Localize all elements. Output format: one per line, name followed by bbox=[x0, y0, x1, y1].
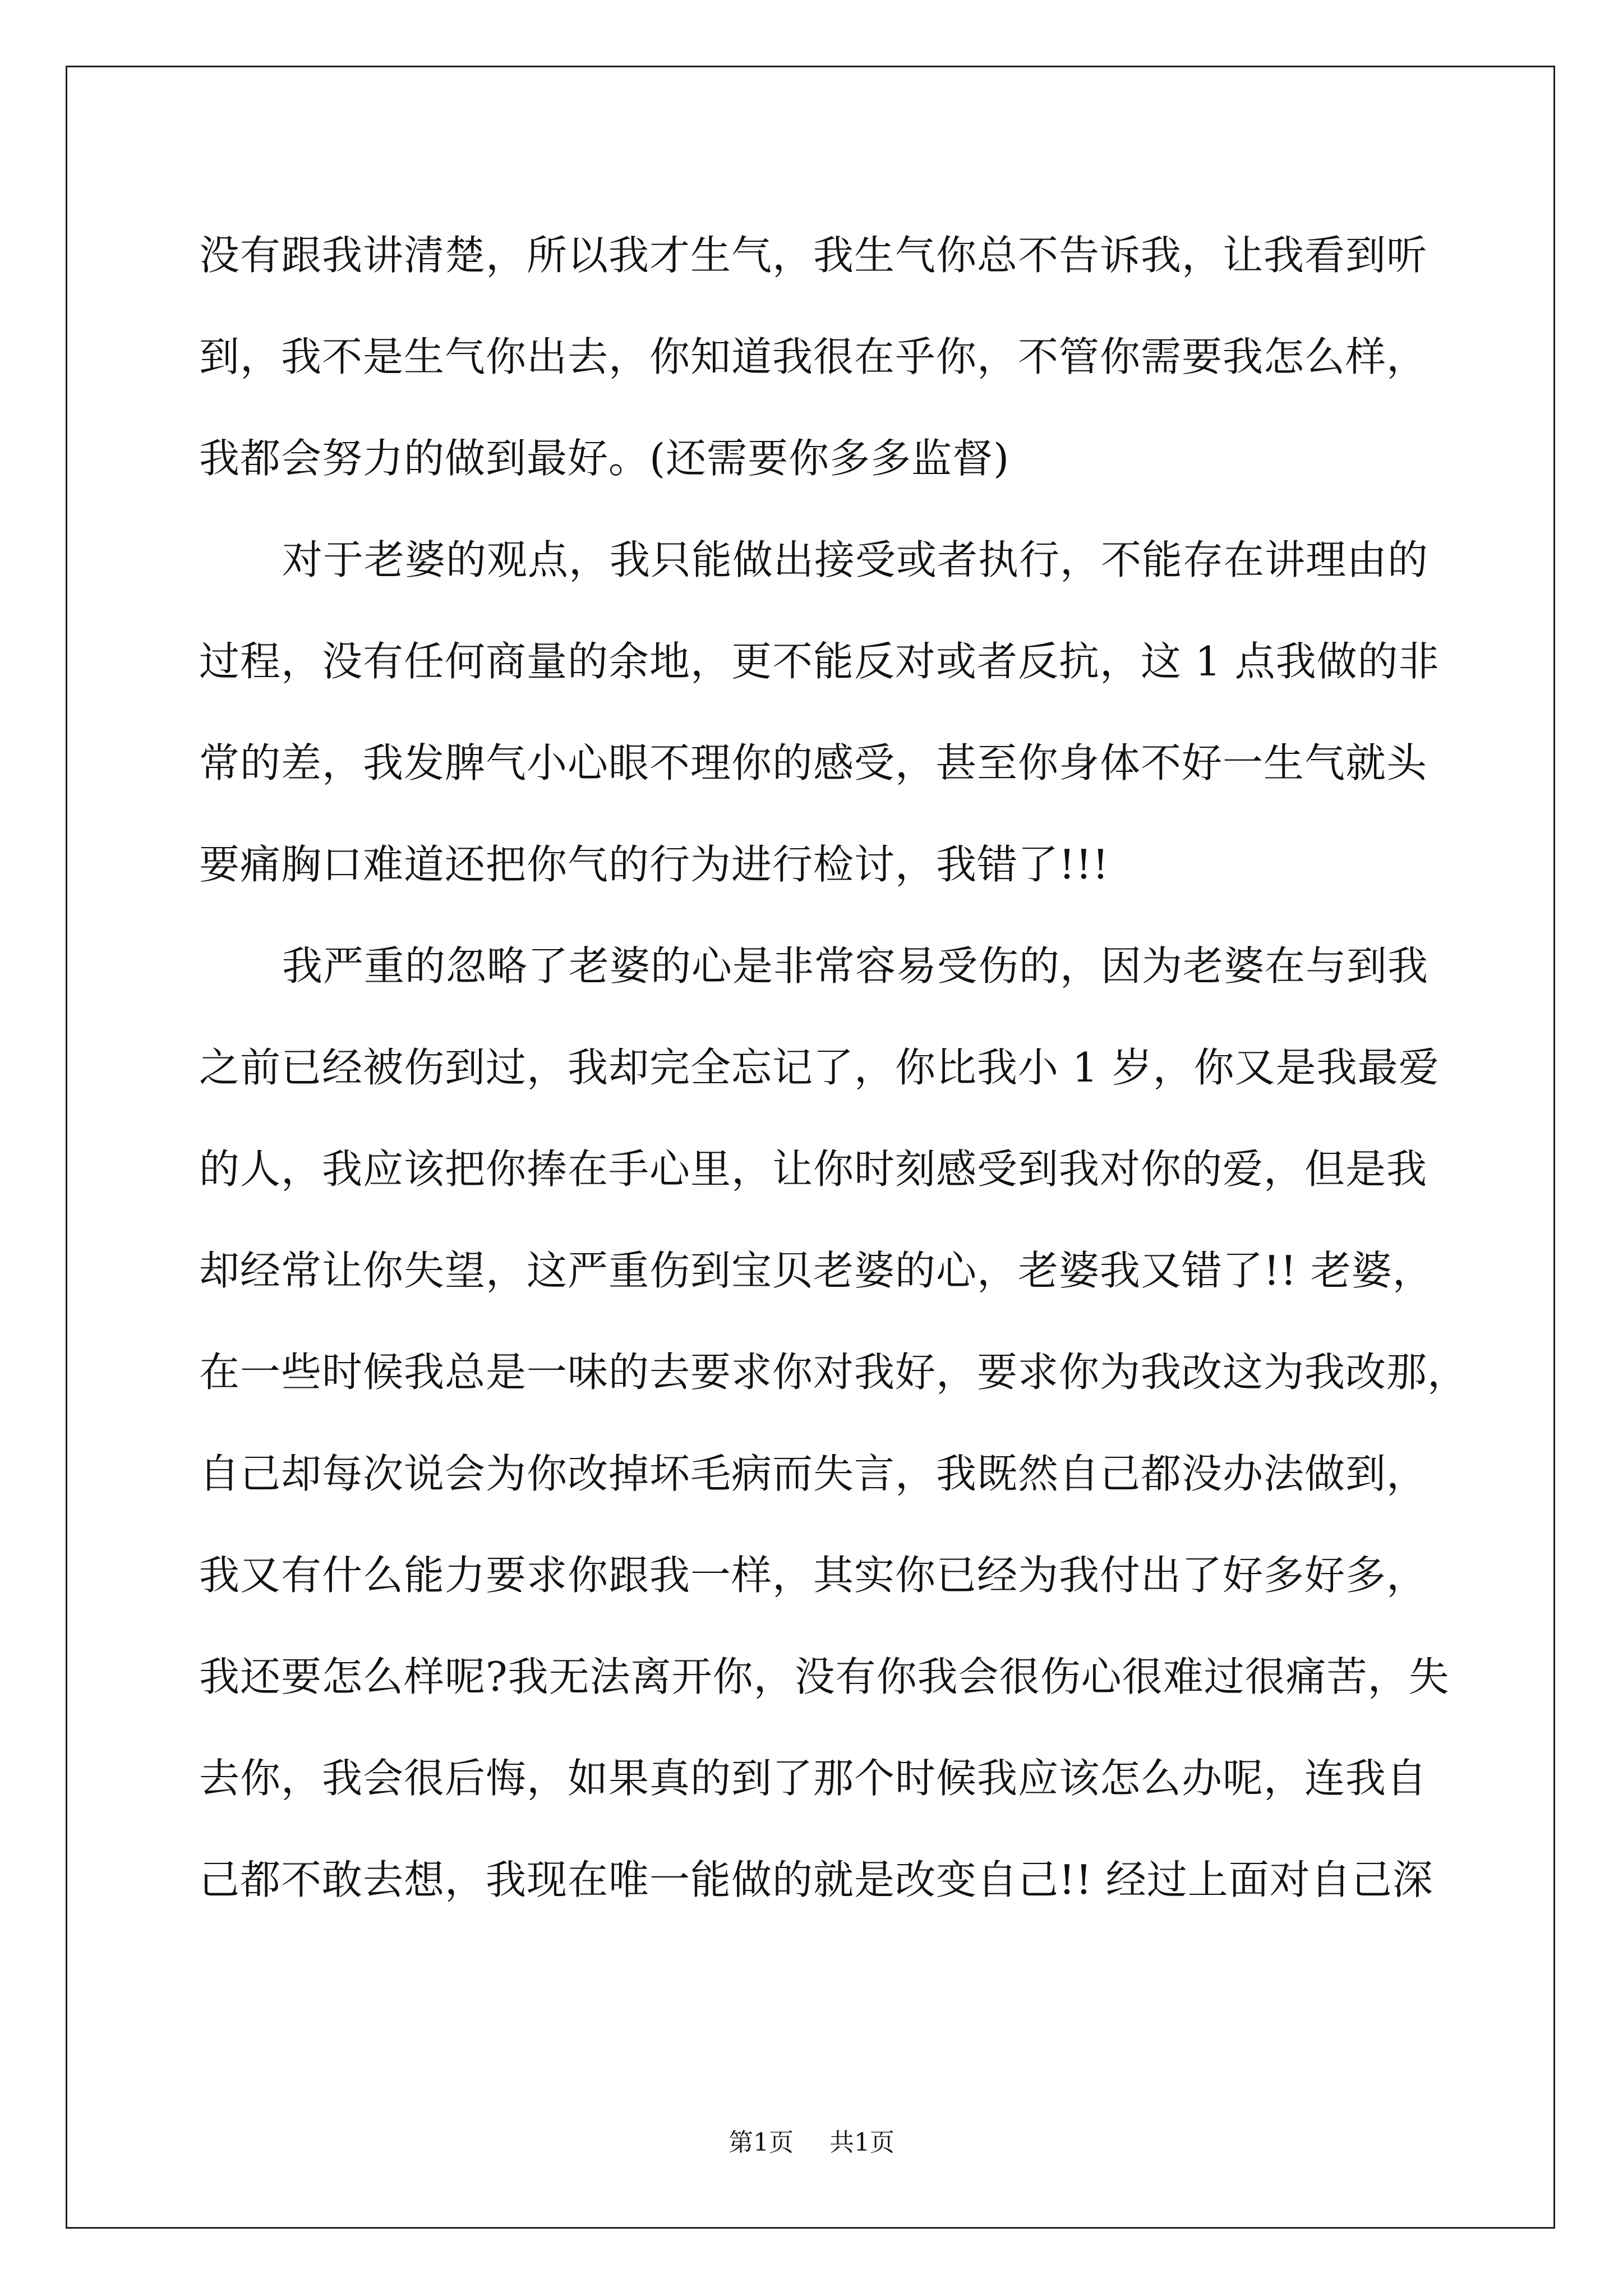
text-line: 常的差，我发脾气小心眼不理你的感受，甚至你身体不好一生气就头 bbox=[199, 739, 1428, 786]
text-line: 的人，我应该把你捧在手心里，让你时刻感受到我对你的爱，但是我 bbox=[199, 1145, 1428, 1193]
page-footer bbox=[0, 2126, 1623, 2160]
page-total: 共1页 bbox=[829, 2128, 895, 2157]
text-line: 我严重的忽略了老婆的心是非常容易受伤的，因为老婆在与到我 bbox=[282, 942, 1429, 990]
text-line: 我又有什么能力要求你跟我一样，其实你已经为我付出了好多好多， bbox=[199, 1552, 1428, 1599]
text-line: 我都会努力的做到最好。(还需要你多多监督) bbox=[199, 435, 1010, 482]
text-line: 要痛胸口难道还把你气的行为进行检讨，我错了!!! bbox=[199, 841, 1109, 888]
text-line: 自己却每次说会为你改掉坏毛病而失言，我既然自己都没办法做到， bbox=[199, 1450, 1428, 1497]
text-line: 到，我不是生气你出去，你知道我很在乎你，不管你需要我怎么样， bbox=[199, 333, 1428, 380]
document-body bbox=[199, 205, 1469, 1931]
text-line: 在一些时候我总是一味的去要求你对我好，要求你为我改这为我改那， bbox=[199, 1349, 1469, 1396]
text-line: 己都不敢去想，我现在唯一能做的就是改变自己!! 经过上面对自己深 bbox=[199, 1856, 1433, 1903]
text-line: 之前已经被伤到过，我却完全忘记了，你比我小 1 岁，你又是我最爱 bbox=[199, 1044, 1440, 1091]
page-number: 第1页 bbox=[728, 2128, 794, 2157]
text-line: 却经常让你失望，这严重伤到宝贝老婆的心，老婆我又错了!! 老婆， bbox=[199, 1247, 1433, 1294]
text-line: 去你，我会很后悔，如果真的到了那个时候我应该怎么办呢，连我自 bbox=[199, 1755, 1428, 1802]
text-line: 没有跟我讲清楚，所以我才生气，我生气你总不告诉我，让我看到听 bbox=[199, 232, 1428, 279]
text-line: 对于老婆的观点，我只能做出接受或者执行，不能存在讲理由的 bbox=[282, 536, 1429, 583]
text-line: 过程，没有任何商量的余地，更不能反对或者反抗，这 1 点我做的非 bbox=[199, 638, 1440, 685]
text-line: 我还要怎么样呢?我无法离开你，没有你我会很伤心很难过很痛苦，失 bbox=[199, 1653, 1450, 1700]
